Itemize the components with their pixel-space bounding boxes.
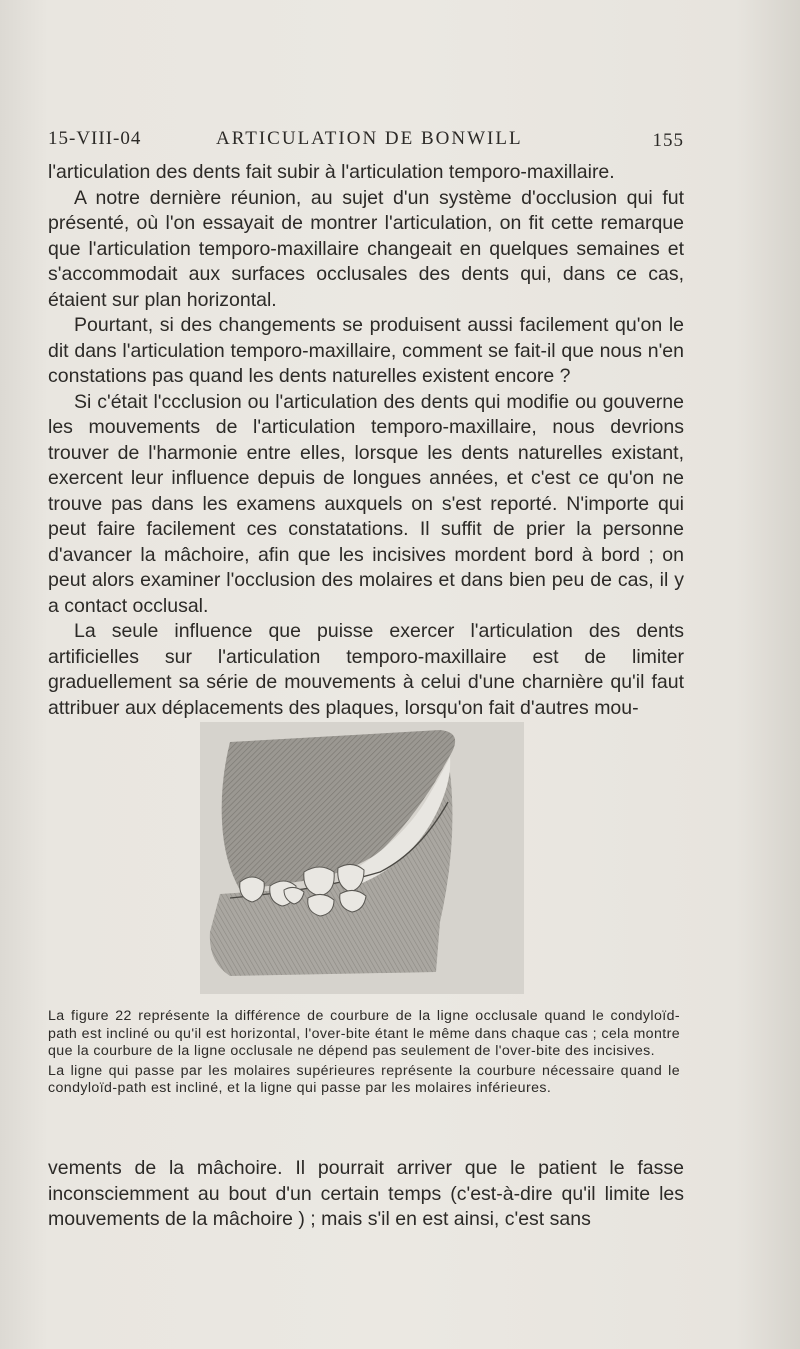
caption-paragraph: La figure 22 représente la différence de courbure de la ligne occlusale quand le condyloïd-path est incliné ou qu'il est horizontal, l'over-bite étant le même dans chaque cas ; cela montre que la courbure de la ligne occlusale ne dépend pas seulement de l'over-bite des incisives. <box>48 1008 680 1059</box>
figure-caption <box>48 1008 680 1100</box>
running-header <box>48 128 684 156</box>
paragraph: La seule influence que puisse exercer l'articulation des dents artificielles sur l'articulation temporo-maxillaire est de limiter graduellement sa série de mouvements à celui d'une charnière qu'il faut attribuer aux déplacements des plaques, lorsqu'on fait d'autres mou- <box>48 620 684 719</box>
main-text <box>48 160 684 721</box>
caption-paragraph: La ligne qui passe par les molaires supérieures représente la courbure nécessaire quand le condyloïd-path est incliné, et la ligne qui passe par les molaires inférieures. <box>48 1062 680 1096</box>
main-text-continued <box>48 1156 684 1233</box>
paragraph: vements de la mâchoire. Il pourrait arriver que le patient le fasse inconsciemment au bout d'un certain temps (c'est-à-dire qu'il limite les mouvements de la mâchoire ) ; mais s'il en est ainsi, c'est sans <box>48 1157 684 1230</box>
paragraph: A notre dernière réunion, au sujet d'un système d'occlusion qui fut présenté, où l'on essayait de montrer l'articulation, on fit cette remarque que l'articulation temporo-maxillaire changeait en quelques semaines et s'accommodait aux surfaces occlusales des dents qui, dans ce cas, étaient sur plan horizontal. <box>48 186 684 311</box>
paragraph: Pourtant, si des changements se produisent aussi facilement qu'on le dit dans l'articulation temporo-maxillaire, comment se fait-il que nous n'en constations pas quand les dents naturelles existent encore ? <box>48 314 684 387</box>
header-date: 15-VIII-04 <box>48 128 142 149</box>
figure-22-jaw-illustration <box>200 722 524 994</box>
jaw-diagram <box>200 722 524 994</box>
paragraph: l'articulation des dents fait subir à l'articulation temporo-maxillaire. <box>48 161 615 183</box>
paragraph: Si c'était l'ccclusion ou l'articulation des dents qui modifie ou gouverne les mouvements de l'articulation temporo-maxillaire, nous devrions trouver de l'harmonie entre elles, lorsque les dents naturelles existant, exercent leur influence depuis de longues années, et c'est ce qu'on ne trouve pas dans les examens auxquels on s'est reporté. N'importe qui peut faire facilement ces constatations. Il suffit de prier la personne d'avancer la mâchoire, afin que les incisives mordent bord à bord ; on peut alors examiner l'occlusion des molaires et dans bien peu de cas, il y a contact occlusal. <box>48 390 684 617</box>
header-title: ARTICULATION DE BONWILL <box>216 128 523 149</box>
page-number: 155 <box>652 130 684 151</box>
